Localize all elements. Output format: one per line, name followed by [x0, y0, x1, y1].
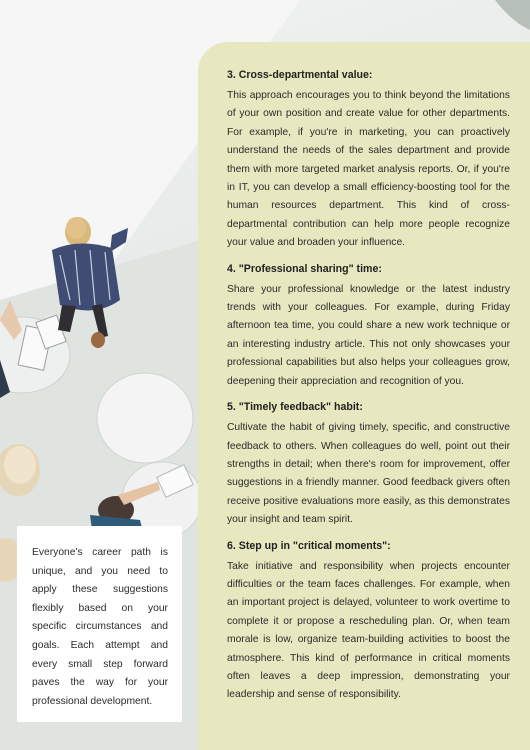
section-body: This approach encourages you to think beyond the limitations of your own position and create value for other departments. For example, if you're in marketing, you can proactively understand the needs of the sales department and provide them with more targeted market analysis reports. Or, if you're in IT, you can develop a small efficiency-boosting tool for the human resources department. This kind of cross-departmental contribution can help more people recognize your value and broaden your influence.: [227, 90, 510, 249]
section-body: Cultivate the habit of giving timely, specific, and constructive feedback to others. When colleagues do well, point out their strengths in detail; when there's room for improvement, offer suggestions in a friendly manner. Good feedback givers often receive positive evaluations more easily, as this demonstrates your insight and team spirit.: [227, 422, 510, 526]
section-body: Take initiative and responsibility when projects encounter difficulties or the team faces challenges. For example, when an important project is delayed, volunteer to work overtime to complete it or propose a rescheduling plan. Or, when team morale is low, organize team-building activities to boost the atmosphere. This kind of performance in critical moments often leaves a deep impression, demonstrating your leadership and sense of responsibility.: [227, 560, 510, 701]
section-heading: 5. "Timely feedback" habit:: [227, 401, 363, 414]
section-timely-feedback: [227, 400, 510, 529]
section-heading: 3. Cross-departmental value:: [227, 69, 373, 81]
section-body: Share your professional knowledge or the latest industry trends with your colleagues. For example, during Friday afternoon tea time, you could share a new work technique or an interesting industry article. This not only showcases your professional capabilities but also helps your colleagues grow, deepening their appreciation and recognition of you.: [227, 283, 510, 387]
section-critical-moments: [227, 539, 510, 705]
section-heading: 6. Step up in "critical moments":: [227, 539, 391, 552]
section-heading: 4. "Professional sharing" time:: [227, 262, 382, 275]
section-professional-sharing: [227, 262, 510, 391]
section-cross-departmental-value: [227, 68, 510, 253]
content-panel: [198, 42, 530, 750]
tip-text: Everyone's career path is unique, and you need to apply these suggestions flexibly based on your specific circumstances and goals. Each attempt and every small step forward paves the way for your professional development.: [32, 547, 168, 707]
tip-callout-box: [17, 526, 182, 722]
